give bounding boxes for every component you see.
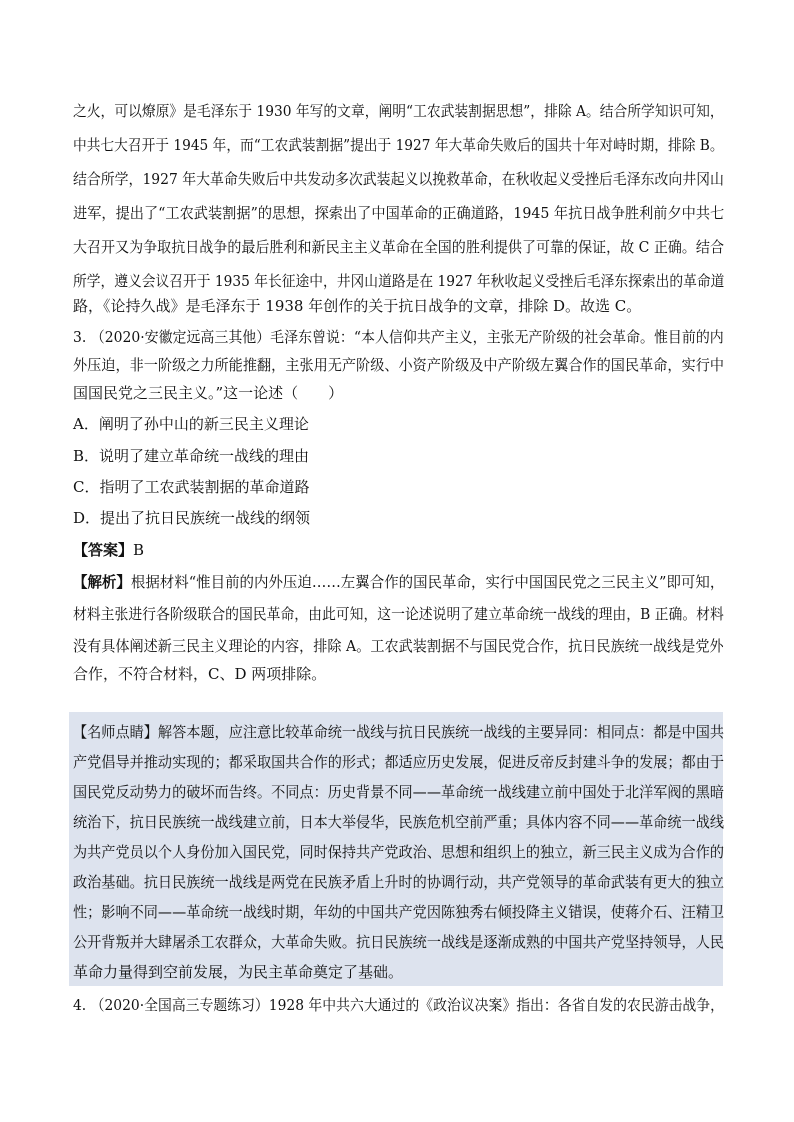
teacher-tip-line: 产党倡导并推动实现的；都采取国共合作的形式；都适应历史发展，促进反帝反封建斗争的发展；都由于	[73, 753, 725, 771]
teacher-tip-line: 革命力量得到空前发展，为民主革命奠定了基础。	[73, 963, 404, 981]
tip-text: 解答本题，应注意比较革命统一战线与抗日民族统一战线的主要异同：相同点：都是中国共	[157, 723, 725, 741]
q3-stem-line: 3. （2020·安徽定远高三其他）毛泽东曾说：“本人信仰共产主义，主张无产阶级的社会革命。惟目前的内	[73, 328, 724, 346]
teacher-tip-line: 统治下，抗日民族统一战线建立前，日本大举侵华，民族危机空前严重；具体内容不同——革命统一战线	[73, 813, 725, 831]
q3-answer	[73, 540, 144, 560]
q3-analysis-line: 没有具体阐述新三民主义理论的内容，排除 A。工农武装割据不与国民党合作，抗日民族统一战线是党外	[73, 637, 724, 655]
answer-label: 【答案】	[73, 541, 134, 559]
teacher-tip-line: 公开背叛并大肆屠杀工农群众，大革命失败。抗日民族统一战线是逐渐成熟的中国共产党坚持领导，人民	[73, 933, 725, 951]
q2-explanation-line: 路，《论持久战》是毛泽东于 1938 年创作的关于抗日战争的文章，排除 D。故选 C。	[73, 297, 642, 315]
q3-analysis-line	[73, 572, 724, 592]
teacher-tip-line: 国民党反动势力的破坏而告终。不同点：历史背景不同——革命统一战线建立前中国处于北洋军阀的黑暗	[73, 783, 725, 801]
q4-stem-line: 4. （2020·全国高三专题练习）1928 年中共六大通过的《政治议决案》指出：各省自发的农民游击战争，	[73, 996, 724, 1014]
q2-explanation-line: 所学，遵义会议召开于 1935 年长征途中，井冈山道路是在 1927 年秋收起义受挫后毛泽东探索出的革命道	[73, 272, 725, 290]
answer-value: B	[133, 541, 145, 559]
q3-option-c: C．指明了工农武装割据的革命道路	[73, 478, 310, 496]
q3-option-a: A．阐明了孙中山的新三民主义理论	[73, 415, 309, 433]
q2-explanation-line: 结合所学，1927 年大革命失败后中共发动多次武装起义以挽救革命，在秋收起义受挫后毛泽东改向井冈山	[73, 170, 724, 188]
q2-explanation-line: 中共七大召开于 1945 年，而“工农武装割据”提出于 1927 年大革命失败后的国共十年对峙时期，排除 B。	[73, 136, 724, 154]
q2-explanation-line: 进军，提出了“工农武装割据”的思想，探索出了中国革命的正确道路，1945 年抗日战争胜利前夕中共七	[73, 204, 725, 222]
analysis-text: 根据材料“惟目前的内外压迫……左翼合作的国民革命，实行中国国民党之三民主义”即可知，	[130, 573, 725, 591]
teacher-tip-line	[73, 722, 724, 742]
teacher-tip-line: 为共产党员以个人身份加入国民党，同时保持共产党政治、思想和组织上的独立，新三民主义成为合作的	[73, 843, 725, 861]
teacher-tip-line: 性；影响不同——革命统一战线时期，年幼的中国共产党因陈独秀右倾投降主义错误，使蒋介石、汪精卫	[73, 903, 725, 921]
q2-explanation-line: 之火，可以燎原》是毛泽东于 1930 年写的文章，阐明“工农武装割据思想”，排除 A。结合所学知识可知，	[73, 102, 724, 120]
q3-option-d: D．提出了抗日民族统一战线的纲领	[73, 509, 311, 527]
analysis-label: 【解析】	[73, 573, 131, 591]
q3-option-b: B．说明了建立革命统一战线的理由	[73, 447, 310, 465]
q3-analysis-line: 材料主张进行各阶级联合的国民革命，由此可知，这一论述说明了建立革命统一战线的理由，B 正确。材料	[73, 605, 724, 623]
teacher-tip-line: 政治基础。抗日民族统一战线是两党在民族矛盾上升时的协调行动，共产党领导的革命武装有更大的独立	[73, 873, 725, 891]
q2-explanation-line: 大召开又为争取抗日战争的最后胜利和新民主主义革命在全国的胜利提供了可靠的保证，故 C 正确。结合	[73, 238, 724, 256]
tip-label: 【名师点睛】	[73, 723, 158, 741]
q3-stem-line: 国国民党之三民主义。”这一论述（ ）	[73, 384, 344, 402]
q3-stem-line: 外压迫，非一阶级之力所能推翻，主张用无产阶级、小资产阶级及中产阶级左翼合作的国民革命，实行中	[73, 356, 725, 374]
q3-analysis-line: 合作，不符合材料，C、D 两项排除。	[73, 665, 327, 683]
